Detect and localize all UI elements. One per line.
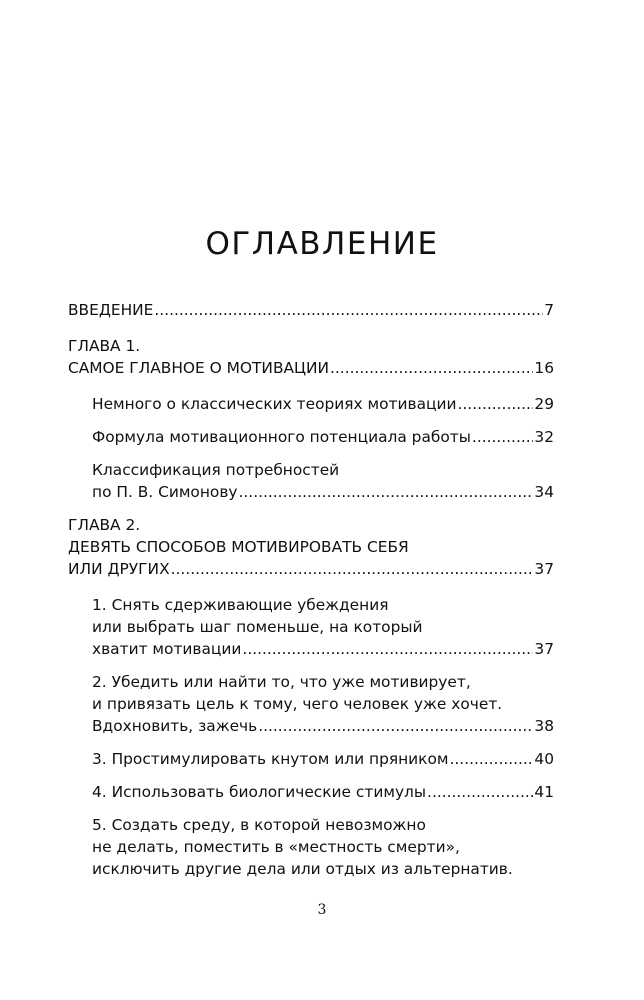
- toc-section-entry: [92, 459, 554, 503]
- toc-section-entry: [92, 594, 554, 660]
- toc-section-entry: [92, 748, 554, 770]
- toc-dot-leader: [427, 781, 533, 803]
- toc-entry-final-line: [92, 715, 554, 737]
- toc-page-number: 34: [534, 483, 554, 501]
- toc-entry-final-line: [68, 299, 554, 321]
- toc-entry-final-line: [92, 781, 554, 803]
- toc-dot-leader: [154, 299, 543, 321]
- toc-page-number: 16: [534, 359, 554, 377]
- toc-chapter-entry: [68, 299, 554, 321]
- toc-section-entry: [92, 426, 554, 448]
- table-of-contents: [68, 299, 554, 891]
- toc-section-entry: [92, 781, 554, 803]
- page-number: 3: [317, 902, 327, 918]
- toc-section-entry: [92, 814, 554, 880]
- toc-entry-final-line: [92, 426, 554, 448]
- toc-page-number: 40: [534, 750, 554, 768]
- toc-dot-leader: [258, 715, 533, 737]
- toc-page-number: 41: [534, 783, 554, 801]
- toc-entry-final-line: [92, 748, 554, 770]
- toc-dot-leader: [242, 638, 533, 660]
- toc-entry-title: ВВЕДЕНИЕ: [68, 301, 154, 319]
- toc-entry-title: Формула мотивационного потенциала работы: [92, 428, 471, 446]
- toc-entry-line: исключить другие дела или отдых из альтернатив.: [92, 860, 513, 878]
- toc-entry-final-line: [92, 481, 554, 503]
- toc-entry-title: 3. Простимулировать кнутом или пряником: [92, 750, 449, 768]
- toc-entry-title: ИЛИ ДРУГИХ: [68, 560, 170, 578]
- toc-page-number: 38: [534, 717, 554, 735]
- toc-entry-line: или выбрать шаг поменьше, на который: [92, 618, 423, 636]
- toc-entry-title: 4. Использовать биологические стимулы: [92, 783, 427, 801]
- toc-entry-title: Немного о классических теориях мотивации: [92, 395, 457, 413]
- toc-entry-final-line: [68, 357, 554, 379]
- toc-dot-leader: [239, 481, 534, 503]
- toc-entry-line: ГЛАВА 1.: [68, 337, 141, 355]
- page-title: ОГЛАВЛЕНИЕ: [205, 225, 439, 262]
- toc-page-number: 37: [534, 560, 554, 578]
- toc-entry-title: САМОЕ ГЛАВНОЕ О МОТИВАЦИИ: [68, 359, 330, 377]
- toc-entry-line: 1. Снять сдерживающие убеждения: [92, 596, 389, 614]
- toc-dot-leader: [450, 748, 534, 770]
- toc-dot-leader: [330, 357, 533, 379]
- toc-entry-line: 5. Создать среду, в которой невозможно: [92, 816, 426, 834]
- toc-section-entry: [92, 671, 554, 737]
- toc-entry-final-line: [92, 638, 554, 660]
- toc-entry-title: Вдохновить, зажечь: [92, 717, 258, 735]
- toc-dot-leader: [458, 393, 534, 415]
- toc-entry-line: и привязать цель к тому, чего человек уже хочет.: [92, 695, 503, 713]
- toc-page-number: 32: [534, 428, 554, 446]
- toc-entry-title: хватит мотивации: [92, 640, 242, 658]
- toc-entry-line: не делать, поместить в «местность смерти»,: [92, 838, 460, 856]
- toc-entry-line: Классификация потребностей: [92, 461, 340, 479]
- toc-entry-line: ДЕВЯТЬ СПОСОБОВ МОТИВИРОВАТЬ СЕБЯ: [68, 538, 409, 556]
- toc-section-entry: [92, 393, 554, 415]
- toc-chapter-entry: [68, 514, 554, 580]
- toc-dot-leader: [472, 426, 533, 448]
- toc-entry-line: ГЛАВА 2.: [68, 516, 141, 534]
- toc-page-number: 37: [534, 640, 554, 658]
- toc-dot-leader: [171, 558, 534, 580]
- toc-page-number: 29: [534, 395, 554, 413]
- toc-page-number: 7: [544, 301, 554, 319]
- toc-chapter-entry: [68, 335, 554, 379]
- toc-entry-final-line: [68, 558, 554, 580]
- toc-entry-line: 2. Убедить или найти то, что уже мотивирует,: [92, 673, 471, 691]
- toc-entry-title: по П. В. Симонову: [92, 483, 238, 501]
- toc-entry-final-line: [92, 393, 554, 415]
